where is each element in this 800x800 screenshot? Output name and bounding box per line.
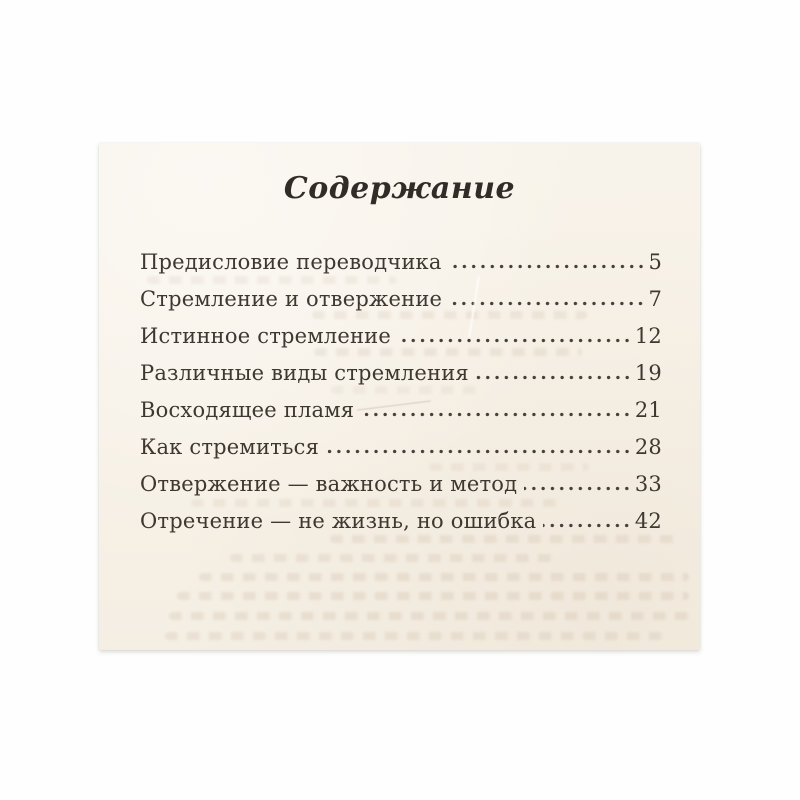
toc-entry-title: Истинное стремление — [140, 324, 392, 348]
showthrough-line — [191, 499, 559, 507]
showthrough-line — [314, 348, 582, 356]
page-title: Содержание — [283, 171, 516, 206]
dot-leader — [326, 449, 632, 454]
toc-entry — [140, 472, 662, 496]
showthrough-line — [230, 554, 560, 562]
showthrough-line — [331, 386, 481, 394]
dot-leader — [543, 523, 631, 528]
dot-leader — [449, 301, 645, 306]
showthrough-line — [169, 612, 689, 620]
toc-entry — [140, 361, 662, 385]
toc-entry-page-number: 33 — [634, 472, 662, 496]
showthrough-line — [177, 592, 689, 600]
showthrough-line — [199, 573, 689, 581]
dot-leader — [524, 486, 632, 491]
book-page — [99, 143, 700, 650]
toc-entry-title: Стремление и отвержение — [140, 287, 443, 311]
showthrough-line — [429, 463, 589, 471]
toc-entry-page-number: 19 — [634, 361, 662, 385]
toc-entry — [140, 287, 662, 311]
toc-entry — [140, 324, 662, 348]
showthrough-line — [165, 632, 663, 640]
toc-entry — [140, 250, 662, 274]
toc-entry — [140, 398, 662, 422]
showthrough-line — [147, 276, 397, 284]
toc-entry — [140, 435, 662, 459]
showthrough-line — [330, 535, 682, 543]
toc-entry-title: Как стремиться — [140, 435, 320, 459]
toc-entry-page-number: 5 — [648, 250, 662, 274]
toc-entry-title: Восходящее пламя — [140, 398, 355, 422]
toc-entry-page-number: 21 — [634, 398, 662, 422]
toc-entry-title: Отвержение — важность и метод — [140, 472, 518, 496]
dot-leader — [361, 412, 632, 417]
toc-entry-page-number: 12 — [634, 324, 662, 348]
showthrough-line — [312, 311, 587, 319]
toc-entry — [140, 509, 662, 533]
toc-entry-page-number: 28 — [634, 435, 662, 459]
toc-entry-page-number: 42 — [634, 509, 662, 533]
toc-entry-title: Отречение — не жизнь, но ошибка — [140, 509, 537, 533]
dot-leader — [476, 375, 632, 380]
toc-entry-title: Предисловие переводчика — [140, 250, 442, 274]
dot-leader — [398, 338, 632, 343]
dot-leader — [449, 264, 646, 269]
toc-entry-title: Различные виды стремления — [140, 361, 469, 385]
toc-entry-page-number: 7 — [648, 287, 662, 311]
